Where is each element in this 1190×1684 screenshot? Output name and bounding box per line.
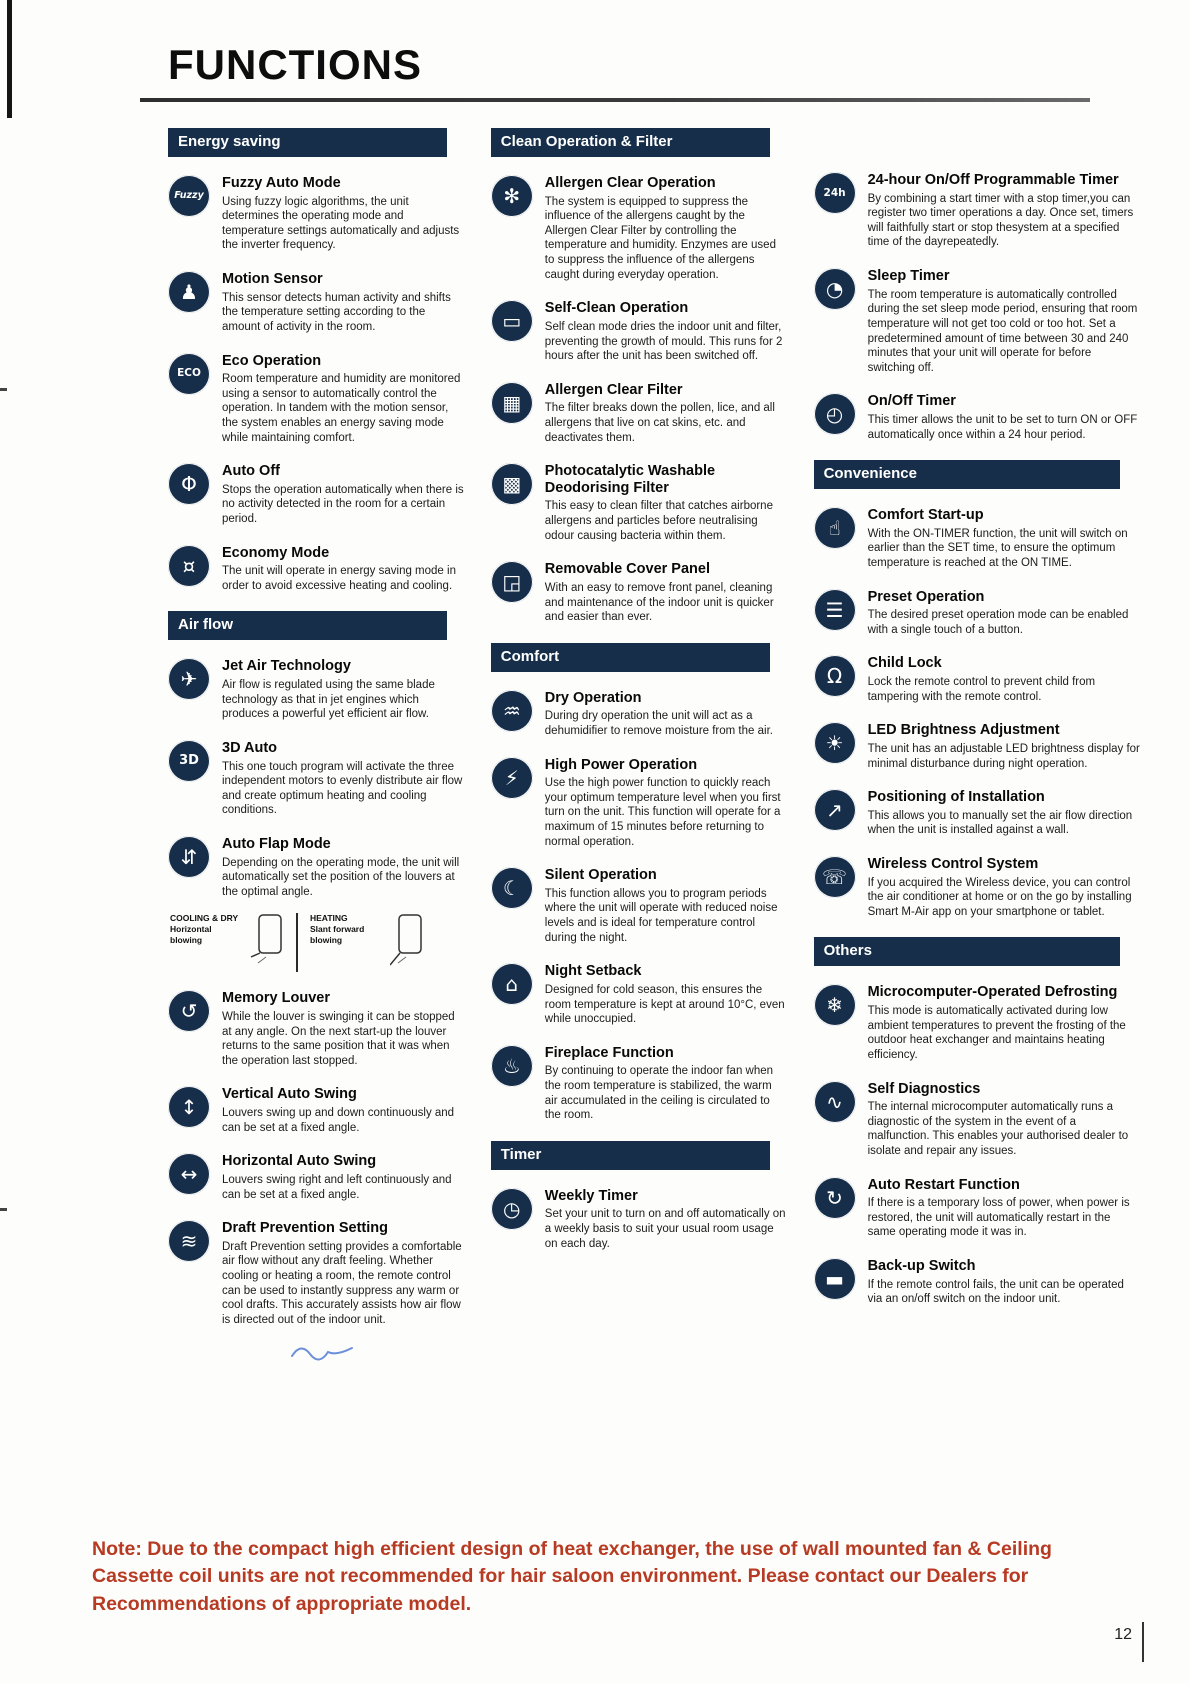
scan-mark [0,1208,7,1211]
sleep-timer-icon [814,268,856,310]
icon-glyph: ☏ [822,865,848,890]
functions-columns [0,102,1190,1345]
icon-glyph: ✻ [503,184,521,208]
flap-panel-labels [310,913,384,945]
feature-description: Designed for cold season, this ensures the room temperature is kept at around 10°C, even while unoccupied. [544,983,785,1026]
flap-panel-heating [296,913,424,972]
feature-title: Auto Restart Function [867,1176,1020,1193]
flap-panel-labels [170,913,244,945]
preset-operation-icon [814,589,856,631]
feature-description: This easy to clean filter that catches airborne allergens and particles before neutralising odour causing bacteria within them. [544,500,773,542]
flap-mode-name: HEATING [310,913,348,924]
feature-sleep-timer [814,268,1140,375]
flap-mode-name: COOLING & DRY [170,913,239,924]
feature-text [868,393,1140,442]
section-header-air-flow: Air flow [168,611,447,640]
feature-fuzzy-auto-mode [168,175,465,253]
feature-text [868,268,1140,375]
scan-mark [0,388,7,391]
feature-title: Allergen Clear Filter [544,381,683,398]
feature-text [222,271,465,334]
icon-glyph: ◔ [825,277,844,302]
feature-title: 24-hour On/Off Programmable Timer [867,172,1119,188]
icon-glyph: ▭ [502,309,522,334]
horizontal-swing-icon [168,1153,210,1195]
page-title: FUNCTIONS [168,41,422,88]
feature-vertical-auto-swing [168,1086,465,1135]
icon-glyph: ✈ [180,667,198,692]
icon-glyph: ☝ [828,516,841,541]
feature-text [222,1086,465,1135]
feature-microcomputer-operated-defrosting [814,984,1140,1062]
icon-glyph: ☰ [825,597,844,622]
feature-text [868,172,1140,250]
feature-description: While the louver is swinging it can be stopped at any angle. On the next start-up the louver returns to the same position that it was when the operation last stopped. [222,1011,455,1067]
feature-description: During dry operation the unit will act as a dehumidifier to remove moisture from the air. [544,710,773,737]
section-header-convenience: Convenience [814,460,1121,489]
feature-text [545,382,788,445]
draft-prevention-icon [168,1220,210,1262]
icon-glyph: ☾ [502,876,521,901]
feature-description: The unit has an adjustable LED brightness display for minimal disturbance during night operation. [867,742,1140,770]
icon-glyph: ∿ [826,1089,843,1114]
feature-description: With an easy to remove front panel, cleaning and maintenance of the indoor unit is quicker and easier than ever. [544,581,774,624]
feature-title: Vertical Auto Swing [222,1086,357,1103]
section-header-timer: Timer [491,1141,770,1170]
feature-text [222,740,465,818]
icon-glyph: Fuzzy [174,190,204,202]
feature-title: Removable Cover Panel [544,561,710,578]
feature-text [222,353,465,446]
positioning-icon [814,789,856,831]
feature-description: Set your unit to turn on and off automatically on a weekly basis to suit your usual room usage on each day. [544,1208,786,1250]
icon-glyph: ▩ [502,472,522,497]
allergen-clear-filter-icon [491,382,533,424]
feature-text [868,856,1140,919]
feature-title: Jet Air Technology [222,658,351,675]
feature-title: Back-up Switch [867,1258,976,1275]
feature-text [545,561,788,624]
feature-text [868,507,1140,570]
power-icon [168,463,210,505]
icon-glyph: ↺ [180,999,198,1024]
feature-memory-louver [168,990,465,1068]
feature-self-clean-operation [491,300,788,363]
feature-text [222,990,465,1068]
feature-text [868,655,1140,704]
icon-glyph: 24h [823,186,846,199]
feature-auto-off [168,463,465,526]
feature-text [222,1153,465,1202]
vertical-swing-icon [168,1086,210,1128]
fuzzy-icon [168,175,210,217]
memory-louver-icon [168,990,210,1032]
pen-scribble [288,1340,358,1366]
defrosting-icon [814,984,856,1026]
feature-description: Louvers swing right and left continuously and can be set at a fixed angle. [222,1173,452,1201]
icon-glyph: ♨ [502,1053,521,1078]
feature-description: Using fuzzy logic algorithms, the unit determines the operating mode and temperature settings automatically and adjusts the inverter frequency. [222,195,460,252]
auto-flap-icon [168,836,210,878]
feature-title: Sleep Timer [867,268,950,285]
louver-sketch [390,913,424,972]
icon-glyph: ↔ [180,1162,198,1187]
feature-3d-auto [168,740,465,818]
icon-glyph: ⚡ [504,765,519,790]
feature-title: Economy Mode [222,544,330,561]
feature-removable-cover-panel [491,561,788,624]
feature-description: If there is a temporary loss of power, when power is restored, the unit will automatically restart in the same operating mode it was in. [867,1197,1130,1239]
feature-dry-operation [491,690,788,739]
feature-photocatalytic-washable-deodorising-filter [491,463,788,543]
icon-glyph: Φ [181,472,197,497]
section-header-others: Others [814,937,1121,966]
on-off-timer-icon [814,393,856,435]
icon-glyph: ⌂ [505,972,519,997]
feature-24-hour-on-off-programmable-timer [814,172,1140,250]
feature-description: This mode is automatically activated during low ambient temperatures to prevent the frosting of the outdoor heat exchanger and maintains heating efficiency. [867,1005,1126,1061]
feature-text [545,175,788,282]
feature-title: Draft Prevention Setting [222,1220,388,1237]
feature-description: With the ON-TIMER function, the unit will switch on earlier than the SET time, to ensure the optimum temperature is reached at the ON TIME. [867,527,1128,569]
feature-title: Eco Operation [222,352,322,369]
icon-glyph: ↗ [826,798,843,823]
wireless-control-icon [814,856,856,898]
feature-economy-mode [168,545,465,594]
silent-operation-icon [491,867,533,909]
feature-title: Auto Flap Mode [222,835,331,852]
feature-title: Fireplace Function [544,1044,674,1061]
feature-description: Stops the operation automatically when there is no activity detected in the room for a certain period. [222,483,464,525]
feature-description: The desired preset operation mode can be enabled with a single touch of a button. [867,609,1129,636]
feature-title: Weekly Timer [544,1187,638,1204]
auto-restart-icon [814,1177,856,1219]
icon-glyph: ≋ [180,1229,198,1254]
icon-glyph: ↻ [826,1185,843,1210]
feature-text [545,463,788,543]
feature-title: Comfort Start-up [867,507,984,524]
feature-auto-restart-function [814,1177,1140,1240]
feature-description: The unit will operate in energy saving mode in order to avoid excessive heating and cooling. [222,565,456,592]
feature-description: Depending on the operating mode, the unit will automatically set the position of the louvers at the optimal angle. [222,856,460,898]
feature-jet-air-technology [168,658,465,721]
icon-glyph: ♒ [502,698,521,723]
feature-preset-operation [814,589,1140,638]
feature-eco-operation [168,353,465,446]
24h-timer-icon [814,172,856,214]
comfort-startup-icon [814,507,856,549]
icon-glyph: ☀ [825,731,844,756]
icon-glyph: ⇵ [180,844,198,869]
feature-title: Auto Off [222,463,280,480]
icon-glyph: ◲ [502,570,522,595]
feature-title: 3D Auto [222,739,278,756]
feature-text [222,1220,465,1327]
icon-glyph: ◴ [825,402,844,427]
self-clean-icon [491,300,533,342]
column-2 [491,126,788,1269]
high-power-icon [491,757,533,799]
feature-description: The system is equipped to suppress the influence of the allergens caught by the Allergen Clear Filter by controlling the temperature and humidity. Enzymes are used to suppress the influence of the allergens caught during everyday operation. [544,195,776,281]
feature-positioning-of-installation [814,789,1140,838]
page-number: 12 [1114,1622,1144,1662]
feature-text [868,1081,1140,1159]
night-setback-icon [491,963,533,1005]
deodorising-filter-icon [491,463,533,505]
feature-title: Dry Operation [544,689,642,706]
feature-high-power-operation [491,757,788,850]
icon-glyph: Ω [826,664,843,689]
feature-description: The room temperature is automatically controlled during the set sleep mode period, ensuring that room temperature will not get too cold or too hot. Set a predetermined amount of time between 30 and 240 minutes that your unit will operate for before switching off. [867,288,1138,374]
icon-glyph: ECO [177,367,201,380]
feature-title: Wireless Control System [867,856,1039,873]
feature-title: Silent Operation [544,867,657,884]
icon-glyph: ❄ [826,993,843,1018]
feature-allergen-clear-filter [491,382,788,445]
louver-sketch [250,913,284,972]
feature-text [222,836,465,899]
eco-icon [168,353,210,395]
feature-description: Draft Prevention setting provides a comfortable air flow without any draft feeling. Whether cooling or heating a room, the remote control can be used to instantly suppress any warm or cool drafts. This accurately assists how air flow is directed out of the indoor unit. [222,1240,462,1326]
feature-text [545,300,788,363]
feature-text [868,589,1140,638]
flap-blowing-style: Slant forward blowing [310,924,365,945]
feature-description: This allows you to manually set the air flow direction when the unit is installed against a wall. [867,809,1133,837]
feature-title: Photocatalytic Washable Deodorising Filter [544,463,716,496]
column-3 [814,126,1140,1325]
icon-glyph: ¤ [182,553,196,578]
feature-wireless-control-system [814,856,1140,919]
removable-cover-icon [491,561,533,603]
icon-glyph: ▬ [825,1267,845,1292]
feature-text [222,545,465,594]
flap-panel-cooling-dry [170,913,284,972]
feature-description: Use the high power function to quickly reach your optimum temperature level when you first turn on the unit. This function will operate for a maximum of 15 minutes before returning to normal operation. [544,777,781,848]
feature-text [545,1188,788,1251]
section-header-energy-saving: Energy saving [168,128,447,157]
feature-draft-prevention-setting [168,1220,465,1327]
feature-title: Preset Operation [867,588,985,605]
column-1 [168,126,465,1345]
feature-back-up-switch [814,1258,1140,1307]
section-header-comfort: Comfort [491,643,770,672]
feature-title: LED Brightness Adjustment [867,722,1060,739]
feature-title: Self Diagnostics [867,1080,981,1097]
feature-text [545,1045,788,1123]
feature-title: Motion Sensor [222,271,323,288]
feature-description: This sensor detects human activity and shifts the temperature setting according to the amount of activity in the room. [222,291,451,333]
feature-text [545,963,788,1026]
feature-title: Child Lock [867,655,942,672]
feature-description: By continuing to operate the indoor fan when the room temperature is stabilized, the warm air accumulated in the ceiling is circulated to the room. [544,1065,774,1122]
allergen-clear-operation-icon [491,175,533,217]
motion-sensor-icon [168,271,210,313]
page-header [0,0,1190,86]
feature-motion-sensor [168,271,465,334]
feature-description: This function allows you to program periods where the unit will operate with reduced noise levels and is ideal for temperature control during the night. [544,887,778,944]
feature-allergen-clear-operation [491,175,788,282]
feature-description: Room temperature and humidity are monitored using a sensor to automatically control the operation. In tandem with the motion sensor, the system enables an energy saving mode while maintaining comfort. [222,373,461,444]
feature-description: Lock the remote control to prevent child from tampering with the remote control. [867,676,1096,703]
led-brightness-icon [814,722,856,764]
feature-weekly-timer [491,1188,788,1251]
economy-icon [168,545,210,587]
feature-title: Allergen Clear Operation [544,175,716,191]
footer-note: Note: Due to the compact high efficient design of heat exchanger, the use of wall mounted fan & Ceiling Cassette coil units are not recommended for hair saloon environment. Please contact our Dealers for Recommendations of appropriate model. [92,1538,1052,1615]
feature-description: If the remote control fails, the unit can be operated via an on/off switch on the indoor unit. [867,1278,1124,1306]
dry-operation-icon [491,690,533,732]
feature-text [868,789,1140,838]
feature-text [868,984,1140,1062]
weekly-timer-icon [491,1188,533,1230]
feature-on-off-timer [814,393,1140,442]
jet-icon [168,658,210,700]
feature-auto-flap-mode [168,836,465,899]
feature-description: If you acquired the Wireless device, you can control the air conditioner at home or on the go by installing Smart M-Air app on your smartphone or tablet. [867,876,1132,918]
feature-text [545,757,788,850]
feature-text [222,175,465,253]
feature-text [868,722,1140,771]
feature-text [222,658,465,721]
feature-comfort-start-up [814,507,1140,570]
feature-description: This timer allows the unit to be set to turn ON or OFF automatically once within a 24 hour period. [867,413,1138,441]
icon-glyph: 3D [179,753,199,769]
feature-description: Louvers swing up and down continuously and can be set at a fixed angle. [222,1107,455,1134]
feature-description: The internal microcomputer automatically runs a diagnostic of the system in the event of a malfunction. This enables your authorised dealer to isolate and repair any issues. [867,1101,1129,1157]
feature-text [222,463,465,526]
child-lock-icon [814,655,856,697]
backup-switch-icon [814,1258,856,1300]
feature-child-lock [814,655,1140,704]
feature-title: Positioning of Installation [867,789,1045,806]
feature-silent-operation [491,867,788,945]
icon-glyph: ◷ [503,1196,521,1221]
feature-description: The filter breaks down the pollen, lice, and all allergens that live on cat skins, etc. and deactivates them. [544,402,775,444]
feature-text [545,867,788,945]
feature-description: By combining a start timer with a stop timer,you can register two timer operations a day. Once set, timers will faithfully start or stop thesystem at a specified time of the dayrepeatedly. [867,192,1134,249]
section-header-clean-operation-filter: Clean Operation & Filter [491,128,770,157]
feature-title: Memory Louver [222,990,330,1007]
feature-led-brightness-adjustment [814,722,1140,771]
feature-self-diagnostics [814,1081,1140,1159]
feature-title: High Power Operation [544,756,698,773]
fireplace-icon [491,1045,533,1087]
feature-title: On/Off Timer [867,393,956,410]
feature-night-setback [491,963,788,1026]
page-edge-bar [7,0,12,118]
feature-title: Microcomputer-Operated Defrosting [867,984,1118,1001]
feature-description: This one touch program will activate the three independent motors to evenly distribute air flow and create optimum heating and cooling conditions. [222,760,463,817]
feature-title: Night Setback [544,963,642,980]
feature-fireplace-function [491,1045,788,1123]
feature-text [545,690,788,739]
feature-title: Fuzzy Auto Mode [222,175,341,191]
icon-glyph: ♟ [180,280,198,305]
feature-title: Self-Clean Operation [544,300,689,317]
3d-auto-icon [168,740,210,782]
flap-mode-diagram [170,913,465,972]
feature-description: Air flow is regulated using the same blade technology as that in jet engines which produces a powerful yet efficient air flow. [222,679,435,721]
feature-title: Horizontal Auto Swing [222,1153,377,1170]
feature-description: Self clean mode dries the indoor unit and filter, preventing the growth of mould. This runs for 2 hours after the unit has been switched off. [544,320,783,363]
feature-text [868,1177,1140,1240]
icon-glyph: ↕ [180,1095,198,1120]
feature-horizontal-auto-swing [168,1153,465,1202]
feature-text [868,1258,1140,1307]
flap-blowing-style: Horizontal blowing [170,924,212,945]
icon-glyph: ▦ [502,390,522,415]
self-diagnostics-icon [814,1081,856,1123]
